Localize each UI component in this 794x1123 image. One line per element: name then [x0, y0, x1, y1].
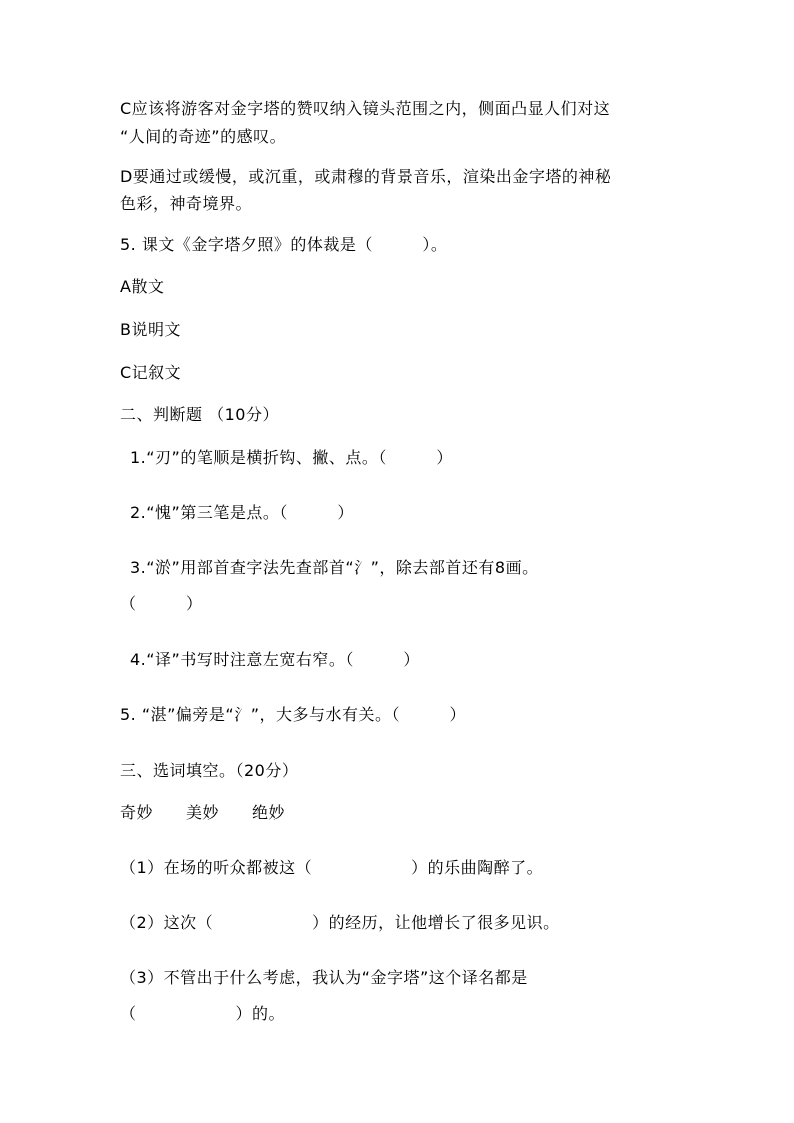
judgment-4: 4.“译”书写时注意左宽右窄。（ ）	[130, 650, 420, 669]
section-2-title: 二、判断题 （10分）	[120, 405, 279, 424]
section-3-title: 三、选词填空。（20分）	[120, 761, 299, 780]
option-d-line-2: 色彩，神奇境界。	[120, 194, 253, 213]
fill-blank-2: （2）这次（ ）的经历，让他增长了很多见识。	[120, 913, 560, 932]
fill-blank-1: （1）在场的听众都被这（ ）的乐曲陶醉了。	[120, 858, 544, 877]
judgment-3-line-2: （ ）	[120, 594, 203, 613]
option-c-line-2: “人间的奇迹”的感叹。	[120, 127, 287, 146]
fill-blank-3-line-1: （3）不管出于什么考虑，我认为“金字塔”这个译名都是	[120, 968, 528, 987]
fill-blank-3-line-2: （ ）的。	[120, 1004, 286, 1023]
question-5-option-c: C记叙文	[120, 363, 182, 382]
option-d-line-1: D要通过或缓慢，或沉重，或肃穆的背景音乐，渲染出金字塔的神秘	[120, 167, 612, 186]
judgment-3-line-1: 3.“淤”用部首查字法先查部首“氵”，除去部首还有8画。	[130, 558, 539, 577]
word-choices: 奇妙 美妙 绝妙	[120, 803, 286, 822]
judgment-1: 1.“刃”的笔顺是横折钩、撇、点。（ ）	[130, 448, 453, 467]
judgment-5: 5. “湛”偏旁是“氵”，大多与水有关。（ ）	[120, 705, 467, 724]
question-5: 5. 课文《金字塔夕照》的体裁是（ ）。	[120, 235, 448, 254]
option-c-line-1: C应该将游客对金字塔的赞叹纳入镜头范围之内，侧面凸显人们对这	[120, 99, 611, 118]
judgment-2: 2.“愧”第三笔是点。（ ）	[130, 503, 354, 522]
question-5-option-b: B说明文	[120, 320, 181, 339]
question-5-option-a: A散文	[120, 277, 165, 296]
